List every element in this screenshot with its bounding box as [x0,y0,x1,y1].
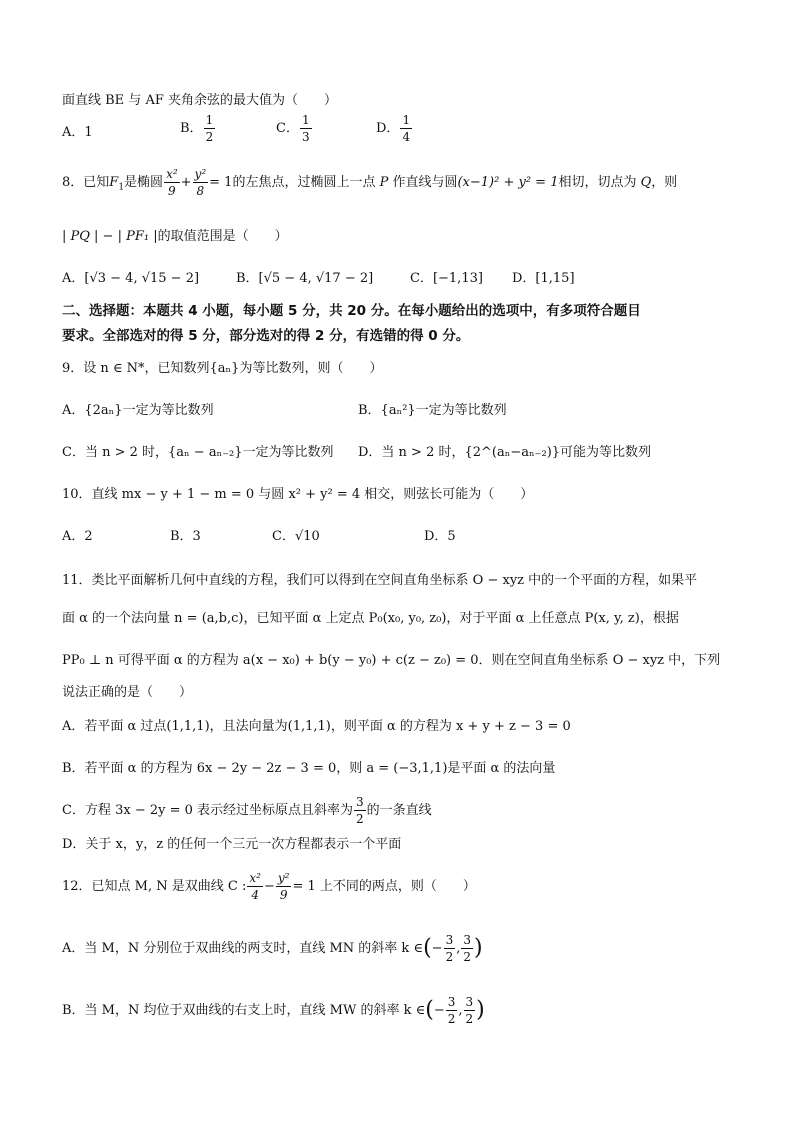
q9-option-b: B．{aₙ²}一定为等比数列 [358,403,507,418]
q12-option-b: B．当 M，N 均位于双曲线的右支上时，直线 MW 的斜率 k ∈(− $\frac{3}{2}$ , $\frac{3}{2}$ ) [62,995,485,1026]
q9-option-c: C．当 n > 2 时，{aₙ − aₙ₋₂}一定为等比数列 [62,445,334,460]
q7-stem: 面直线 BE 与 AF 夹角余弦的最大值为（ ） [62,93,337,108]
q11-stem-line2: 面 α 的一个法向量 n = (a,b,c)，已知平面 α 上定点 P₀(x₀, y₀, z₀)，对于平面 α 上任意点 P(x, y, z)，根据 [62,611,679,626]
q11-stem-line3: PP₀ ⊥ n 可得平面 α 的方程为 a(x − x₀) + b(y − y₀) + c(z − z₀) = 0．则在空间直角坐标系 O − xyz 中，下列 [62,653,721,668]
q10-option-c: C．√10 [272,529,320,544]
section-2-heading-line2: 要求。全部选对的得 5 分，部分选对的得 2 分，有选错的得 0 分。 [62,328,470,344]
q11-stem-line1: 11．类比平面解析几何中直线的方程，我们可以得到在空间直角坐标系 O − xyz 中的一个平面的方程，如果平 [62,573,698,588]
q11-stem-line4: 说法正确的是（ ） [62,685,193,700]
q8-option-d: D．[1,15] [512,271,575,286]
q12-option-a: A．当 M，N 分别位于双曲线的两支时，直线 MN 的斜率 k ∈(− $\frac{3}{2}$ , $\frac{3}{2}$ ) [62,933,483,964]
q10-stem: 10．直线 mx − y + 1 − m = 0 与圆 x² + y² = 4 相交，则弦长可能为（ ） [62,487,534,502]
q10-option-a: A．2 [62,529,93,544]
q9-option-d: D．当 n > 2 时，{2^(aₙ−aₙ₋₂)}可能为等比数列 [358,445,652,460]
q10-option-b: B．3 [170,529,201,544]
q11-option-b: B．若平面 α 的方程为 6x − 2y − 2z − 3 = 0，则 a = (−3,1,1)是平面 α 的法向量 [62,761,556,776]
q10-option-d: D．5 [424,529,456,544]
q12-stem: 12．已知点 M, N 是双曲线 C : $\frac{\text{x²}}{4}$ − $\frac{\text{y²}}{9}$ = 1 上不同的两点，则（ ） [62,871,476,902]
q7-option-d: D． $\frac{1}{4}$ [376,113,411,144]
q11-option-c: C．方程 3x − 2y = 0 表示经过坐标原点且斜率为 $\frac{3}{2}$ 的一条直线 [62,795,432,826]
q11-option-a: A．若平面 α 过点(1,1,1)，且法向量为(1,1,1)，则平面 α 的方程为 x + y + z − 3 = 0 [62,719,571,734]
q7-option-b: B． $\frac{1}{2}$ [180,113,214,144]
section-2-heading-line1: 二、选择题：本题共 4 小题，每小题 5 分，共 20 分。在每小题给出的选项中，有多项符合题目 [62,303,641,319]
q8-option-b: B．[√5 − 4, √17 − 2] [236,271,374,286]
q7-option-c: C． $\frac{1}{3}$ [276,113,310,144]
q7-option-a: A．1 [62,125,93,140]
q8-option-c: C．[−1,13] [410,271,483,286]
q9-option-a: A．{2aₙ}一定为等比数列 [62,403,214,418]
q8-stem-line1: 8．已知$F_1$是椭圆 $\frac{\text{x²}}{9}$ + $\frac{\text{y²}}{8}$ = 1的左焦点，过椭圆上一点 P 作直线与圆(x−1)² + y² = 1相切，切点为 Q，则 [62,167,678,198]
q8-stem-line2: | PQ | − | PF₁ |的取值范围是（ ） [62,229,288,244]
q11-option-d: D．关于 x，y，z 的任何一个三元一次方程都表示一个平面 [62,837,402,852]
q8-option-a: A．[√3 − 4, √15 − 2] [62,271,200,286]
q9-stem: 9．设 n ∈ N*，已知数列{aₙ}为等比数列，则（ ） [62,361,383,376]
